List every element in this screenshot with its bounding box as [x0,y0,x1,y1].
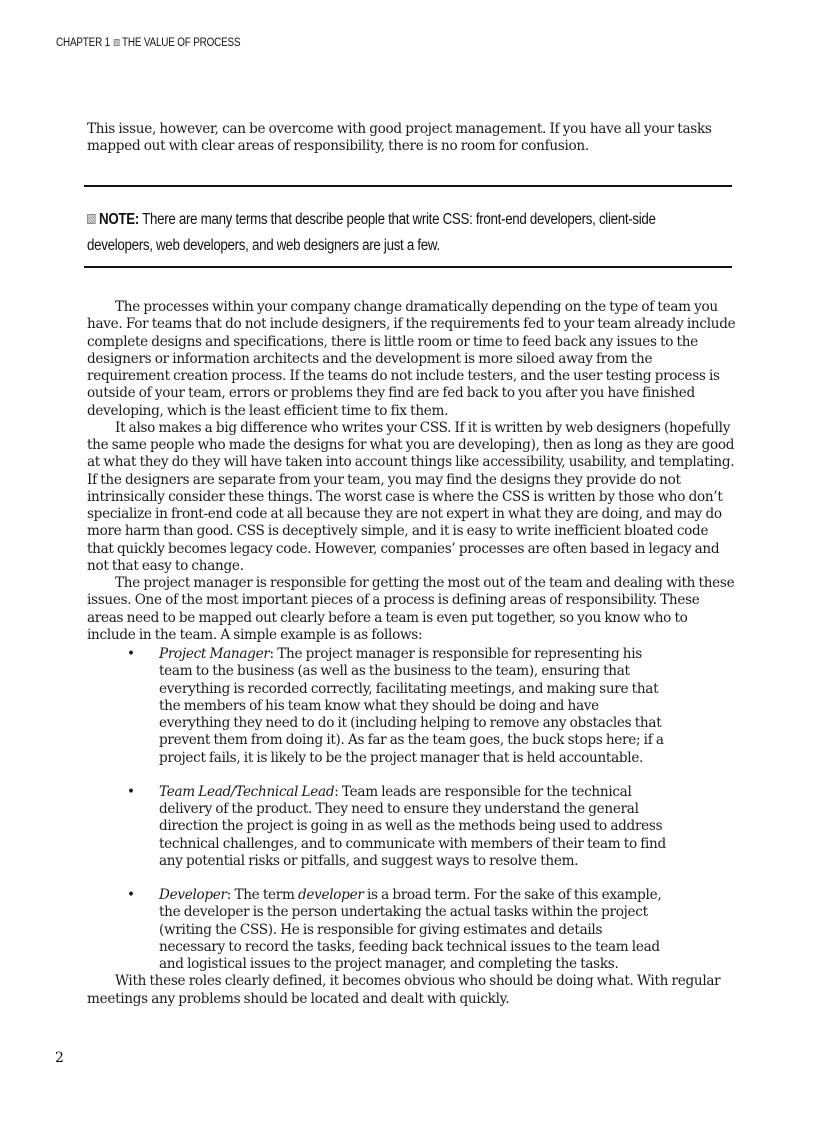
body-text [87,299,737,1008]
paragraph-team-types: The processes within your company change dramatically depending on the type of team you have. For teams that do not include designers, if the requirements fed to your team already include complete designs and specifications, there is little room or time to feed back any issues to the designers or information architects and the development is more siloed away from the requirement creation process. If the teams do not include testers, and the user testing process is outside of your team, errors or problems they find are fed back to you after you have finished developing, which is the least efficient time to fix them. [87,299,736,419]
role-description: is a broad term. For the sake of this example, the developer is the person undertaking the actual tasks within the project (writing the CSS). He is responsible for giving estimates and details necessary to record the tasks, feeding back technical issues to the team lead and logistical issues to the project manager, and completing the tasks. [159,887,662,972]
page-number: 2 [55,1050,64,1066]
roles-list [87,646,737,973]
role-term: Project Manager [159,646,270,662]
role-description: : The project manager is responsible for representing his team to the business (as well as the business to the team), ensuring that everything is recorded correctly, facilitating meetings, and making sure that the members of his team know what they should be doing and have everything they need to do it (including helping to remove any obstacles that prevent them from doing it). As far as the team goes, the buck stops here; if a project fails, it is likely to be the project manager that is held accountable. [159,646,664,766]
paragraph-project-manager: The project manager is responsible for getting the most out of the team and dealing with these issues. One of the most important pieces of a process is defining areas of responsibility. These areas need to be mapped out clearly before a team is even put together, so you know who to include in the team. A simple example is as follows: [87,575,735,643]
running-head [56,37,240,49]
note-marker-icon [87,214,96,224]
chapter-title: THE VALUE OF PROCESS [122,37,241,49]
role-term: Team Lead/Technical Lead [159,783,335,800]
bullet-icon: • [127,887,135,903]
note-body: There are many terms that describe people that write CSS: front-end developers, client-side developers, web developers, and web designers are just a few. [87,211,656,254]
chapter-label: CHAPTER 1 [56,37,110,49]
bullet-icon: • [127,646,135,662]
bullet-icon: • [127,783,135,800]
list-item [87,784,671,870]
list-item [87,887,671,973]
role-emphasis: developer [297,887,364,903]
paragraph-css-authors: It also makes a big difference who writes your CSS. If it is written by web designers (hopefully the same people who made the designs for what you are developing), then as long as they are good at what they do they will have taken into account things like accessibility, usability, and templating. If the designers are separate from your team, you may find the designs they provide do not intrinsically consider these things. The worst case is where the CSS is written by those who don’t specialize in front-end code at all because they are not expert in what they are doing, and may do more harm than good. CSS is deceptively simple, and it is easy to write inefficient bloated code that quickly becomes legacy code. However, companies’ processes are often based in legacy and not that easy to change. [87,419,735,574]
paragraph-closing: With these roles clearly defined, it becomes obvious who should be doing what. With regular meetings any problems should be located and dealt with quickly. [87,973,721,1007]
list-item [87,646,671,767]
separator-icon [113,39,119,46]
role-description: : Team leads are responsible for the technical delivery of the product. They need to ensure they understand the general direction the project is going in as well as the methods being used to address technical challenges, and to communicate with members of their team to find any potential risks or pitfalls, and suggest ways to resolve them. [159,783,666,869]
role-description-lead: : The term [226,887,298,903]
role-term: Developer [159,887,227,903]
note-box [84,185,732,268]
intro-paragraph: This issue, however, can be overcome with good project management. If you have all your tasks mapped out with clear areas of responsibility, there is no room for confusion. [87,121,712,155]
note-text [87,207,689,259]
note-label: NOTE: [99,211,140,228]
